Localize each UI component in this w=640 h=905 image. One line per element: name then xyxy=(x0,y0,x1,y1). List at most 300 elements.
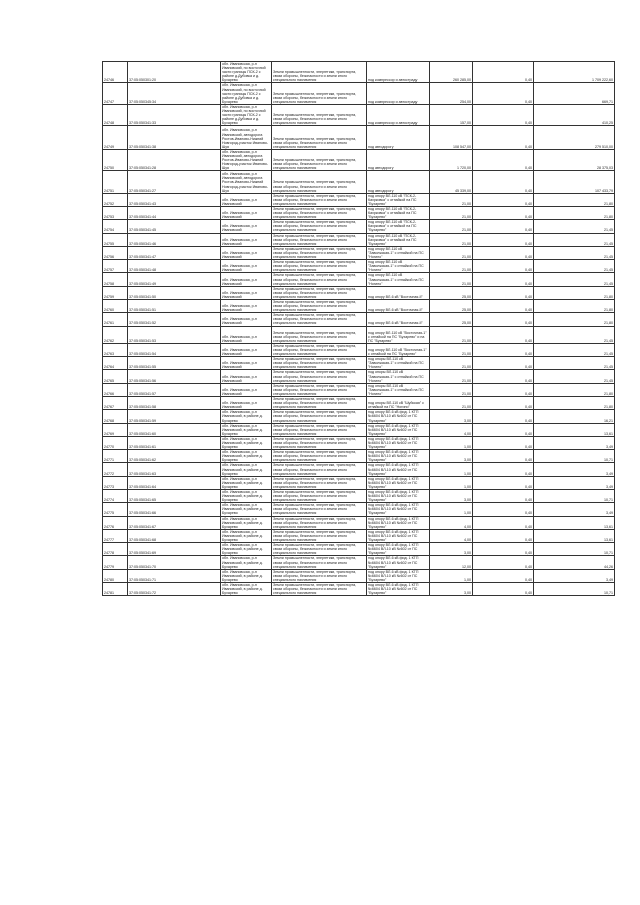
address: обл. Ивановская, р-н Ивановский, в районе д. Бухарево xyxy=(221,556,272,569)
table-row xyxy=(103,397,615,410)
permitted-use: под опору ВЛ-110 кВ "Заволжская-1" с отпайкой на ПС "Ногино" xyxy=(367,260,430,273)
rate-value: 0,40 xyxy=(473,370,534,383)
amount-value: 13,61 xyxy=(534,529,615,542)
table-row xyxy=(103,503,615,516)
permitted-use: под опору ВЛ-6 кВ фид. 1 КТП №6604 ВЛ-10 кВ №602 от ПС "Бухарево" xyxy=(367,503,430,516)
cadastral-number: 37:05:050341:51 xyxy=(128,299,221,312)
area-value: 25,00 xyxy=(430,286,473,299)
row-number: 24753 xyxy=(103,207,128,220)
amount-value: 21,45 xyxy=(534,246,615,259)
rate-value: 0,40 xyxy=(473,397,534,410)
amount-value: 3,49 xyxy=(534,503,615,516)
table-row xyxy=(103,104,615,125)
table-row xyxy=(103,370,615,383)
permitted-use: под опору ВЛ-6 кВ фид. 1 КТП №6604 ВЛ-10 кВ №602 от ПС "Бухарево" xyxy=(367,543,430,556)
row-number: 24750 xyxy=(103,149,128,170)
land-category: Земли промышленности, энергетики, транспорта, связи обороны, безопасности и земли иного специального назначения xyxy=(272,126,367,150)
table-row xyxy=(103,582,615,595)
area-value: 4,00 xyxy=(430,516,473,529)
permitted-use: под автодорогу xyxy=(367,149,430,170)
row-number: 24759 xyxy=(103,286,128,299)
table-row xyxy=(103,463,615,476)
cadastral-number: 37:05:050341:69 xyxy=(128,543,221,556)
land-category: Земли промышленности, энергетики, транспорта, связи обороны, безопасности и земли иного специального назначения xyxy=(272,556,367,569)
amount-value: 3,49 xyxy=(534,436,615,449)
table-body xyxy=(103,62,615,596)
address: обл. Ивановская, р-н Ивановский, в районе д. Бухарево xyxy=(221,423,272,436)
area-value: 1,00 xyxy=(430,436,473,449)
table-row xyxy=(103,193,615,206)
rate-value: 0,40 xyxy=(473,357,534,370)
amount-value: 28 375,03 xyxy=(534,149,615,170)
cadastral-number: 37:05:050341:60 xyxy=(128,423,221,436)
row-number: 24763 xyxy=(103,343,128,356)
address: обл. Ивановская, р-н Ивановский xyxy=(221,286,272,299)
table-row xyxy=(103,326,615,343)
table-row xyxy=(103,556,615,569)
permitted-use: под опору ВЛ-110 кВ "Заволжская-1" с отпайкой на ПС "Ногино" xyxy=(367,246,430,259)
table-row xyxy=(103,233,615,246)
cadastral-number: 37:05:050341:27 xyxy=(128,171,221,193)
land-category: Земли промышленности, энергетики, транспорта, связи обороны, безопасности и земли иного специального назначения xyxy=(272,582,367,595)
land-category: Земли промышленности, энергетики, транспорта, связи обороны, безопасности и земли иного специального назначения xyxy=(272,149,367,170)
row-number: 24749 xyxy=(103,126,128,150)
land-category: Земли промышленности, энергетики, транспорта, связи обороны, безопасности и земли иного специального назначения xyxy=(272,286,367,299)
cadastral-number: 37:05:050341:47 xyxy=(128,246,221,259)
cadastral-number: 37:05:050341:38 xyxy=(128,126,221,150)
table-row xyxy=(103,273,615,286)
cadastral-number: 37:05:050341:57 xyxy=(128,383,221,396)
address: обл. Ивановская, р-н Ивановский, в районе д. Бухарево xyxy=(221,410,272,423)
amount-value: 279 510,00 xyxy=(534,126,615,150)
area-value: 21,00 xyxy=(430,273,473,286)
land-category: Земли промышленности, энергетики, транспорта, связи обороны, безопасности и земли иного специального назначения xyxy=(272,529,367,542)
address: обл. Ивановская, р-н Ивановский, в районе д. Бухарево xyxy=(221,543,272,556)
rate-value: 0,40 xyxy=(473,569,534,582)
address: обл. Ивановская, р-н Ивановский xyxy=(221,207,272,220)
land-category: Земли промышленности, энергетики, транспорта, связи обороны, безопасности и земли иного специального назначения xyxy=(272,220,367,233)
area-value: 21,00 xyxy=(430,193,473,206)
area-value: 1,00 xyxy=(430,476,473,489)
amount-value: 10,71 xyxy=(534,450,615,463)
area-value: 260 285,00 xyxy=(430,62,473,83)
address: обл. Ивановская, р-н Ивановский, в районе д. Бухарево xyxy=(221,569,272,582)
permitted-use: под опору ВЛ-6 кВ фид. 1 КТП №6604 ВЛ-10 кВ №602 от ПС "Бухарево" xyxy=(367,463,430,476)
cadastral-number: 37:05:050341:56 xyxy=(128,370,221,383)
amount-value: 21,45 xyxy=(534,233,615,246)
amount-value: 1 709 222,60 xyxy=(534,62,615,83)
rate-value: 0,40 xyxy=(473,104,534,125)
row-number: 24760 xyxy=(103,299,128,312)
row-number: 24758 xyxy=(103,273,128,286)
table-row xyxy=(103,286,615,299)
amount-value: 10,71 xyxy=(534,582,615,595)
row-number: 24764 xyxy=(103,357,128,370)
rate-value: 0,40 xyxy=(473,246,534,259)
amount-value: 21,80 xyxy=(534,397,615,410)
land-category: Земли промышленности, энергетики, транспорта, связи обороны, безопасности и земли иного специального назначения xyxy=(272,476,367,489)
cadastral-number: 37:05:050341:68 xyxy=(128,529,221,542)
row-number: 24769 xyxy=(103,423,128,436)
amount-value: 21,45 xyxy=(534,273,615,286)
permitted-use: под опору ВЛ-110 кВ "ПСК-2-Кахрковка" с отпайкой на ПС "Бухарево" xyxy=(367,220,430,233)
row-number: 24752 xyxy=(103,193,128,206)
permitted-use: под опору ВЛ-6 кВ фид. 1 КТП №6604 ВЛ-10 кВ №602 от ПС "Бухарево" xyxy=(367,582,430,595)
amount-value: 3,49 xyxy=(534,476,615,489)
row-number: 24770 xyxy=(103,436,128,449)
cadastral-number: 37:05:050341:64 xyxy=(128,476,221,489)
amount-value: 13,61 xyxy=(534,516,615,529)
permitted-use: под опору ВЛ-6 кВ "Восточная-II" xyxy=(367,286,430,299)
row-number: 24748 xyxy=(103,104,128,125)
permitted-use: под опору ВЛ-6 кВ фид. 1 КТП №6604 ВЛ-10 кВ №602 от ПС "Бухарево" xyxy=(367,490,430,503)
row-number: 24771 xyxy=(103,450,128,463)
permitted-use: под опору ВЛ-6 кВ фид. 1 КТП №6604 ВЛ-10 кВ №602 от ПС "Бухарево" xyxy=(367,556,430,569)
address: обл. Ивановская, р-н Ивановский, в районе д. Бухарево xyxy=(221,529,272,542)
area-value: 1 720,00 xyxy=(430,149,473,170)
row-number: 24756 xyxy=(103,246,128,259)
cadastral-number: 37:05:050345:34 xyxy=(128,83,221,104)
land-plots-table xyxy=(102,61,615,596)
row-number: 24751 xyxy=(103,171,128,193)
area-value: 1,00 xyxy=(430,503,473,516)
area-value: 21,00 xyxy=(430,383,473,396)
rate-value: 0,40 xyxy=(473,193,534,206)
row-number: 24747 xyxy=(103,83,128,104)
cadastral-number: 37:05:050341:33 xyxy=(128,104,221,125)
area-value: 21,00 xyxy=(430,343,473,356)
table-row xyxy=(103,516,615,529)
row-number: 24768 xyxy=(103,410,128,423)
table-row xyxy=(103,62,615,83)
row-number: 24772 xyxy=(103,463,128,476)
cadastral-number: 37:05:050341:72 xyxy=(128,582,221,595)
row-number: 24781 xyxy=(103,582,128,595)
rate-value: 0,40 xyxy=(473,171,534,193)
document-sheet xyxy=(102,61,613,596)
address: обл. Ивановская, р-н Ивановский, по восточной части границы ПСК-2 с районе д.Дубовка и д. Бухарево xyxy=(221,62,272,83)
address: обл. Ивановская, р-н Ивановский xyxy=(221,220,272,233)
amount-value: 21,80 xyxy=(534,313,615,326)
land-category: Земли промышленности, энергетики, транспорта, связи обороны, безопасности и земли иного специального назначения xyxy=(272,104,367,125)
rate-value: 0,40 xyxy=(473,383,534,396)
land-category: Земли промышленности, энергетики, транспорта, связи обороны, безопасности и земли иного специального назначения xyxy=(272,343,367,356)
area-value: 21,00 xyxy=(430,207,473,220)
table-row xyxy=(103,260,615,273)
land-category: Земли промышленности, энергетики, транспорта, связи обороны, безопасности и земли иного специального назначения xyxy=(272,171,367,193)
rate-value: 0,40 xyxy=(473,556,534,569)
row-number: 24766 xyxy=(103,383,128,396)
address: обл. Ивановская, р-н Ивановский xyxy=(221,299,272,312)
table-row xyxy=(103,490,615,503)
amount-value: 107 433,79 xyxy=(534,171,615,193)
address: обл. Ивановская, р-н Ивановский xyxy=(221,233,272,246)
amount-value: 3,49 xyxy=(534,463,615,476)
rate-value: 0,40 xyxy=(473,503,534,516)
address: обл. Ивановская, р-н Ивановский, автодорога Ростов-Иваново-Нижний Новгород-участок Иваново-Шуя xyxy=(221,126,272,150)
land-category: Земли промышленности, энергетики, транспорта, связи обороны, безопасности и земли иного специального назначения xyxy=(272,326,367,343)
land-category: Земли промышленности, энергетики, транспорта, связи обороны, безопасности и земли иного специального назначения xyxy=(272,246,367,259)
land-category: Земли промышленности, энергетики, транспорта, связи обороны, безопасности и земли иного специального назначения xyxy=(272,357,367,370)
land-category: Земли промышленности, энергетики, транспорта, связи обороны, безопасности и земли иного специального назначения xyxy=(272,450,367,463)
amount-value: 21,80 xyxy=(534,383,615,396)
table-row xyxy=(103,436,615,449)
permitted-use: под компрессор и автостраду xyxy=(367,62,430,83)
permitted-use: под опору ВЛ-6 кВ фид. 1 КТП №6604 ВЛ-10 кВ №602 от ПС "Бухарево" xyxy=(367,569,430,582)
row-number: 24762 xyxy=(103,326,128,343)
land-category: Земли промышленности, энергетики, транспорта, связи обороны, безопасности и земли иного специального назначения xyxy=(272,397,367,410)
row-number: 24754 xyxy=(103,220,128,233)
rate-value: 0,40 xyxy=(473,83,534,104)
permitted-use: под опору ВЛ-6 кВ фид. 1 КТП №6604 ВЛ-10 кВ №602 от ПС "Бухарево" xyxy=(367,423,430,436)
amount-value: 21,45 xyxy=(534,357,615,370)
permitted-use: под автодорогу xyxy=(367,171,430,193)
permitted-use: под опоры ВЛ-110 кВ "Заволжская-1" с отпайкой на ПС "Ногино" xyxy=(367,370,430,383)
table-row xyxy=(103,357,615,370)
land-category: Земли промышленности, энергетики, транспорта, связи обороны, безопасности и земли иного специального назначения xyxy=(272,260,367,273)
area-value: 21,00 xyxy=(430,233,473,246)
cadastral-number: 37:05:050341:46 xyxy=(128,233,221,246)
permitted-use: под опору ВЛ-110 кВ "Заволжская-1" с отпайкой на ПС "Ногино" xyxy=(367,273,430,286)
row-number: 24779 xyxy=(103,556,128,569)
permitted-use: под компрессор и автостраду xyxy=(367,104,430,125)
cadastral-number: 37:05:050341:45 xyxy=(128,220,221,233)
row-number: 24765 xyxy=(103,370,128,383)
land-category: Земли промышленности, энергетики, транспорта, связи обороны, безопасности и земли иного специального назначения xyxy=(272,569,367,582)
address: обл. Ивановская, р-н Ивановский xyxy=(221,246,272,259)
land-category: Земли промышленности, энергетики, транспорта, связи обороны, безопасности и земли иного специального назначения xyxy=(272,463,367,476)
rate-value: 0,40 xyxy=(473,529,534,542)
address: обл. Ивановская, р-н Ивановский xyxy=(221,273,272,286)
rate-value: 0,40 xyxy=(473,410,534,423)
rate-value: 0,40 xyxy=(473,299,534,312)
amount-value: 21,45 xyxy=(534,370,615,383)
row-number: 24767 xyxy=(103,397,128,410)
land-category: Земли промышленности, энергетики, транспорта, связи обороны, безопасности и земли иного специального назначения xyxy=(272,313,367,326)
address: обл. Ивановская, р-н Ивановский xyxy=(221,193,272,206)
cadastral-number: 37:05:050341:28 xyxy=(128,149,221,170)
address: обл. Ивановская, р-н Ивановский xyxy=(221,357,272,370)
permitted-use: под опору ВЛ-110 кВ "ПСК-2-Кахрковка" с отпайкой на ПС "Бухарево" xyxy=(367,193,430,206)
cadastral-number: 37:05:050301:20 xyxy=(128,62,221,83)
area-value: 45 339,00 xyxy=(430,171,473,193)
rate-value: 0,40 xyxy=(473,436,534,449)
area-value: 21,00 xyxy=(430,220,473,233)
amount-value: 21,80 xyxy=(534,193,615,206)
area-value: 1,00 xyxy=(430,463,473,476)
cadastral-number: 37:05:050341:58 xyxy=(128,397,221,410)
area-value: 3,00 xyxy=(430,450,473,463)
permitted-use: под опору ВЛ-110 кВ "ПСК-2-Кахрковка" с отпайкой на ПС "Бухарево" xyxy=(367,207,430,220)
area-value: 12,00 xyxy=(430,556,473,569)
table-row xyxy=(103,313,615,326)
cadastral-number: 37:05:050341:43 xyxy=(128,193,221,206)
area-value: 3,00 xyxy=(430,410,473,423)
cadastral-number: 37:05:050341:52 xyxy=(128,313,221,326)
table-row xyxy=(103,476,615,489)
address: обл. Ивановская, р-н Ивановский, в районе д. Бухарево xyxy=(221,516,272,529)
rate-value: 0,40 xyxy=(473,286,534,299)
table-row xyxy=(103,126,615,150)
row-number: 24776 xyxy=(103,516,128,529)
row-number: 24761 xyxy=(103,313,128,326)
area-value: 21,00 xyxy=(430,370,473,383)
land-category: Земли промышленности, энергетики, транспорта, связи обороны, безопасности и земли иного специального назначения xyxy=(272,299,367,312)
area-value: 1,00 xyxy=(430,569,473,582)
table-row xyxy=(103,149,615,170)
row-number: 24777 xyxy=(103,529,128,542)
row-number: 24775 xyxy=(103,503,128,516)
table-row xyxy=(103,220,615,233)
area-value: 4,00 xyxy=(430,423,473,436)
address: обл. Ивановская, р-н Ивановский xyxy=(221,397,272,410)
area-value: 3,00 xyxy=(430,582,473,595)
permitted-use: под опору ВЛ-110 кВ "Восточная-1" с отпайкой на ПС "Бухарево" и на ПС "Бухарево" xyxy=(367,326,430,343)
address: обл. Ивановская, р-н Ивановский, автодорога Ростов-Иваново-Нижний Новгород-участок Иваново-Шуя xyxy=(221,149,272,170)
table-row xyxy=(103,83,615,104)
amount-value: 669,71 xyxy=(534,83,615,104)
address: обл. Ивановская, р-н Ивановский, автодорога Ростов-Иваново-Нижний Новгород-участок Иваново-Шуя xyxy=(221,171,272,193)
rate-value: 0,40 xyxy=(473,126,534,150)
permitted-use: под опоры ВЛ-110 кВ "Заволжская-1" с отпайкой на ПС "Ногино" xyxy=(367,383,430,396)
land-category: Земли промышленности, энергетики, транспорта, связи обороны, безопасности и земли иного специального назначения xyxy=(272,233,367,246)
rate-value: 0,40 xyxy=(473,260,534,273)
amount-value: 21,45 xyxy=(534,343,615,356)
rate-value: 0,40 xyxy=(473,463,534,476)
address: обл. Ивановская, р-н Ивановский, в районе д. Бухарево xyxy=(221,490,272,503)
row-number: 24757 xyxy=(103,260,128,273)
rate-value: 0,40 xyxy=(473,490,534,503)
rate-value: 0,40 xyxy=(473,343,534,356)
area-value: 21,00 xyxy=(430,246,473,259)
land-category: Земли промышленности, энергетики, транспорта, связи обороны, безопасности и земли иного специального назначения xyxy=(272,193,367,206)
permitted-use: под опору ВЛ-110 кВ "Восточная-1" с отпайкой на ПС "Бухарево" xyxy=(367,343,430,356)
table-row xyxy=(103,543,615,556)
rate-value: 0,40 xyxy=(473,313,534,326)
address: обл. Ивановская, р-н Ивановский xyxy=(221,260,272,273)
area-value: 3,00 xyxy=(430,543,473,556)
land-category: Земли промышленности, энергетики, транспорта, связи обороны, безопасности и земли иного специального назначения xyxy=(272,383,367,396)
cadastral-number: 37:05:050341:63 xyxy=(128,463,221,476)
amount-value: 21,80 xyxy=(534,299,615,312)
land-category: Земли промышленности, энергетики, транспорта, связи обороны, безопасности и земли иного специального назначения xyxy=(272,543,367,556)
permitted-use: под опоры ВЛ-110 кВ "Заволжская-1" с отпайкой на ПС "Ногино" xyxy=(367,357,430,370)
rate-value: 0,40 xyxy=(473,149,534,170)
land-category: Земли промышленности, энергетики, транспорта, связи обороны, безопасности и земли иного специального назначения xyxy=(272,410,367,423)
area-value: 25,00 xyxy=(430,313,473,326)
table-row xyxy=(103,207,615,220)
amount-value: 21,45 xyxy=(534,326,615,343)
address: обл. Ивановская, р-н Ивановский xyxy=(221,383,272,396)
table-row xyxy=(103,383,615,396)
permitted-use: под опору ВЛ-6 кВ фид. 1 КТП №6604 ВЛ-10 кВ №602 от ПС "Бухарево" xyxy=(367,516,430,529)
land-category: Земли промышленности, энергетики, транспорта, связи обороны, безопасности и земли иного специального назначения xyxy=(272,516,367,529)
land-category: Земли промышленности, энергетики, транспорта, связи обороны, безопасности и земли иного специального назначения xyxy=(272,423,367,436)
address: обл. Ивановская, р-н Ивановский, по восточной части границы ПСК-2 с районе д.Дубовка и д. Бухарево xyxy=(221,104,272,125)
table-row xyxy=(103,343,615,356)
row-number: 24755 xyxy=(103,233,128,246)
permitted-use: под опору ВЛ-6 кВ "Восточная-II" xyxy=(367,313,430,326)
rate-value: 0,40 xyxy=(473,233,534,246)
amount-value: 16,21 xyxy=(534,410,615,423)
cadastral-number: 37:05:050341:66 xyxy=(128,503,221,516)
address: обл. Ивановская, р-н Ивановский xyxy=(221,343,272,356)
address: обл. Ивановская, р-н Ивановский xyxy=(221,313,272,326)
cadastral-number: 37:05:050341:44 xyxy=(128,207,221,220)
row-number: 24778 xyxy=(103,543,128,556)
cadastral-number: 37:05:050341:67 xyxy=(128,516,221,529)
land-category: Земли промышленности, энергетики, транспорта, связи обороны, безопасности и земли иного специального назначения xyxy=(272,273,367,286)
land-category: Земли промышленности, энергетики, транспорта, связи обороны, безопасности и земли иного специального назначения xyxy=(272,370,367,383)
area-value: 21,00 xyxy=(430,326,473,343)
rate-value: 0,40 xyxy=(473,476,534,489)
area-value: 157,00 xyxy=(430,104,473,125)
cadastral-number: 37:05:050341:54 xyxy=(128,343,221,356)
amount-value: 410,25 xyxy=(534,104,615,125)
permitted-use: под опору ВЛ-6 кВ фид. 1 КТП №6604 ВЛ-10 кВ №602 от ПС "Бухарево" xyxy=(367,529,430,542)
amount-value: 10,71 xyxy=(534,543,615,556)
rate-value: 0,40 xyxy=(473,582,534,595)
rate-value: 0,40 xyxy=(473,62,534,83)
area-value: 4,00 xyxy=(430,529,473,542)
rate-value: 0,40 xyxy=(473,516,534,529)
table-row xyxy=(103,171,615,193)
cadastral-number: 37:05:050341:55 xyxy=(128,357,221,370)
area-value: 254,00 xyxy=(430,83,473,104)
land-category: Земли промышленности, энергетики, транспорта, связи обороны, безопасности и земли иного специального назначения xyxy=(272,83,367,104)
area-value: 21,00 xyxy=(430,397,473,410)
table-row xyxy=(103,410,615,423)
address: обл. Ивановская, р-н Ивановский, в районе д. Бухарево xyxy=(221,582,272,595)
cadastral-number: 37:05:050341:48 xyxy=(128,260,221,273)
permitted-use: под опору ВЛ-6 кВ "Восточная-II" xyxy=(367,299,430,312)
rate-value: 0,40 xyxy=(473,326,534,343)
permitted-use: под опору ВЛ-110 кВ "ПСК-2-Кахрковка" с отпайкой на ПС "Бухарево" xyxy=(367,233,430,246)
address: обл. Ивановская, р-н Ивановский, в районе д. Бухарево xyxy=(221,503,272,516)
cadastral-number: 37:05:050341:50 xyxy=(128,286,221,299)
table-row xyxy=(103,450,615,463)
permitted-use: под компрессор и автостраду xyxy=(367,83,430,104)
amount-value: 21,80 xyxy=(534,207,615,220)
table-row xyxy=(103,423,615,436)
address: обл. Ивановская, р-н Ивановский, по восточной части границы ПСК-2 с районе д.Дубовка и д. Бухарево xyxy=(221,83,272,104)
area-value: 21,00 xyxy=(430,260,473,273)
address: обл. Ивановская, р-н Ивановский, в районе д. Бухарево xyxy=(221,476,272,489)
rate-value: 0,40 xyxy=(473,423,534,436)
amount-value: 3,49 xyxy=(534,569,615,582)
amount-value: 44,26 xyxy=(534,556,615,569)
amount-value: 10,71 xyxy=(534,490,615,503)
rate-value: 0,40 xyxy=(473,207,534,220)
land-category: Земли промышленности, энергетики, транспорта, связи обороны, безопасности и земли иного специального назначения xyxy=(272,62,367,83)
rate-value: 0,40 xyxy=(473,543,534,556)
cadastral-number: 37:05:050341:59 xyxy=(128,410,221,423)
table-row xyxy=(103,569,615,582)
address: обл. Ивановская, р-н Ивановский, в районе д. Бухарево xyxy=(221,463,272,476)
permitted-use: под опоры ВЛ-110 кВ "Шуйская" с отпайкой на ПС "Ногино" xyxy=(367,397,430,410)
address: обл. Ивановская, р-н Ивановский xyxy=(221,370,272,383)
address: обл. Ивановская, р-н Ивановский, в районе д. Бухарево xyxy=(221,436,272,449)
area-value: 25,00 xyxy=(430,299,473,312)
cadastral-number: 37:05:050341:61 xyxy=(128,436,221,449)
rate-value: 0,40 xyxy=(473,450,534,463)
amount-value: 21,80 xyxy=(534,286,615,299)
address: обл. Ивановская, р-н Ивановский xyxy=(221,326,272,343)
cadastral-number: 37:05:050341:49 xyxy=(128,273,221,286)
area-value: 3,00 xyxy=(430,490,473,503)
amount-value: 21,45 xyxy=(534,220,615,233)
area-value: 108 547,00 xyxy=(430,126,473,150)
